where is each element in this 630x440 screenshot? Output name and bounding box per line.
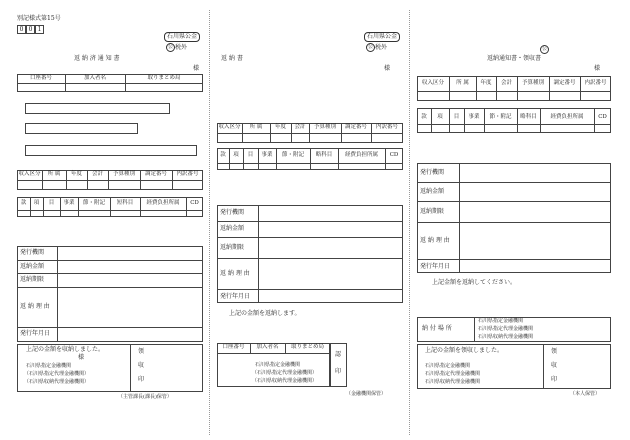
- panel3-code-header: 会計: [500, 80, 512, 86]
- panel3-seal: [540, 45, 549, 54]
- panel3-stamp-char: 収: [551, 362, 558, 369]
- perforation-line: [409, 10, 410, 435]
- panel3-footer: （本人保管）: [570, 391, 601, 397]
- panel2-footer: （金融機関保管）: [346, 391, 387, 397]
- panel2-budget-header: 経費負担所属: [344, 152, 378, 158]
- panel2-code-header: 会計: [294, 124, 306, 130]
- panel2-stamp-char: 認: [335, 351, 342, 358]
- panel1-sama: 様: [193, 65, 200, 72]
- panel2-budget-header: 略科目: [315, 152, 333, 158]
- form-number-digit: 1: [35, 25, 44, 34]
- panel3-bank: 石川県指定代理金融機関: [425, 371, 481, 377]
- seal-circle-icon: 公: [367, 44, 373, 50]
- panel2-sama: 様: [384, 65, 391, 72]
- panel3-stamp-char: 領: [551, 348, 558, 355]
- panel2-code-header: 所 属: [249, 124, 263, 130]
- panel1-budget-header: 項: [33, 200, 40, 206]
- panel3-code-header: 予算種別: [521, 80, 544, 86]
- panel2-bank: （石川県収納代理金融機関）: [252, 378, 318, 384]
- form-label: 別記様式第15号: [17, 15, 61, 22]
- seal-sub: [366, 43, 387, 52]
- panel3-receipt-text: 上記の金額を領収しました。: [425, 347, 504, 354]
- panel3-payment-place: 石川県指定代理金融機関: [478, 326, 534, 332]
- panel1-budget-header: 節・附記: [82, 200, 105, 206]
- panel2-code-header: 収入区分: [218, 124, 241, 130]
- panel1-code-header: 収入区分: [18, 171, 41, 177]
- panel3-code-table: [417, 76, 611, 101]
- panel3-budget-table: [417, 108, 611, 133]
- seal-circle-icon: 公: [541, 46, 547, 52]
- panel2-info-label: 返納期限: [220, 244, 245, 251]
- seal-circle-icon: 公: [167, 44, 173, 50]
- panel2-account-header: 取りまとめ局: [290, 344, 324, 350]
- panel2-budget-header: CD: [389, 152, 399, 158]
- panel3-stamp-char: 印: [551, 376, 558, 383]
- name-field[interactable]: [25, 123, 138, 134]
- panel3-payment-place: 石川県指定金融機関: [478, 318, 524, 324]
- panel2-budget-header: 節・附記: [281, 152, 304, 158]
- form-number-digit: 0: [26, 25, 35, 34]
- seal-issuer: 石川県公金: [164, 32, 200, 42]
- panel2-stamp-box: [330, 343, 347, 387]
- panel1-code-header: 所 属: [47, 171, 61, 177]
- panel3-budget-header: 項: [437, 114, 443, 120]
- panel2-account-header: 口座番号: [222, 344, 245, 350]
- panel1-budget-header: 経費負担所属: [146, 200, 180, 206]
- panel1-budget-header: CD: [190, 200, 199, 206]
- panel2-budget-header: 款: [220, 152, 226, 158]
- panel1-budget-header: 目: [48, 200, 55, 206]
- seal-sub-text: 税外: [175, 44, 188, 51]
- panel2-code-header: 調定番号: [344, 124, 367, 130]
- panel2-account-header: 加入者名: [256, 344, 279, 350]
- panel1-code-header: 予算種別: [112, 171, 135, 177]
- panel3-bank: 石川県収納代理金融機関: [425, 379, 481, 385]
- panel3-code-header: 年度: [480, 80, 492, 86]
- panel1-code-header: 会計: [91, 171, 103, 177]
- panel1-info-label: 発行年月日: [20, 330, 51, 337]
- panel1-bank: （石川県収納代理金融機関）: [24, 379, 90, 385]
- panel1-title: 返 納 済 通 知 書: [74, 55, 120, 62]
- panel3-budget-header: 節・附記: [489, 114, 512, 120]
- panel1-stamp-char: 領: [138, 348, 145, 355]
- panel3-code-header: 収入区分: [421, 80, 444, 86]
- panel2-bank: 石川県指定金融機関: [255, 362, 301, 368]
- panel1-budget-header: 事業: [63, 200, 75, 206]
- panel1-stamp-char: 印: [138, 376, 145, 383]
- panel3-budget-header: 経費負担所属: [550, 114, 584, 120]
- panel3-payment-place: 石川県収納代理金融機関: [478, 334, 534, 340]
- panel2-info-label: 発行年月日: [220, 293, 251, 300]
- panel2-info-label: 返納金額: [220, 225, 245, 232]
- panel2-info-label: 発行機関: [220, 209, 245, 216]
- panel2-budget-header: 目: [247, 152, 254, 158]
- panel2-info-label: 返 納 理 由: [220, 270, 250, 277]
- seal-issuer: 石川県公金: [364, 32, 400, 42]
- panel2-code-header: 予算種別: [313, 124, 336, 130]
- panel1-account-header: 加入者名: [83, 75, 106, 81]
- perforation-line: [209, 10, 210, 435]
- panel3-budget-header: 款: [421, 114, 427, 120]
- panel2-code-header: 年度: [274, 124, 286, 130]
- panel1-budget-header: 短科目: [116, 200, 134, 206]
- panel2-code-header: 内訳番号: [375, 124, 398, 130]
- panel1-code-header: 調定番号: [144, 171, 167, 177]
- panel1-info-label: 返納期限: [20, 276, 45, 283]
- panel1-info-label: 返納金額: [20, 263, 45, 270]
- panel3-budget-header: CD: [598, 114, 607, 120]
- panel3-title: 返納通知書・領収書: [487, 55, 542, 62]
- panel1-bank: 石川県指定金融機関: [26, 363, 72, 369]
- panel3-code-header: 調定番号: [553, 80, 576, 86]
- panel1-receipt-sama: 様: [78, 354, 85, 361]
- panel3-info-table: [417, 163, 611, 273]
- form-number-digit: 0: [17, 25, 26, 34]
- panel3-code-header: 所 属: [456, 80, 469, 86]
- panel3-notice: 上記金額を返納してください。: [432, 279, 517, 286]
- panel3-code-header: 内訳番号: [584, 80, 607, 86]
- panel3-budget-header: 事業: [468, 114, 480, 120]
- panel3-payment-label: 納 付 場 所: [422, 325, 452, 332]
- panel3-info-label: 返納期限: [420, 208, 445, 215]
- panel1-info-label: 発行機関: [20, 249, 45, 256]
- panel3-info-label: 返納金額: [420, 188, 445, 195]
- panel1-code-header: 内訳番号: [176, 171, 199, 177]
- panel2-budget-header: 項: [233, 152, 239, 158]
- seal-sub: [166, 43, 187, 52]
- panel2-bank: （石川県指定代理金融機関）: [252, 370, 318, 376]
- panel3-info-label: 返 納 理 由: [420, 237, 450, 244]
- panel1-bank: （石川県指定代理金融機関）: [24, 371, 90, 377]
- panel1-budget-header: 款: [20, 200, 27, 206]
- remarks-field[interactable]: [25, 145, 197, 156]
- panel3-sama: 様: [594, 65, 601, 72]
- panel3-budget-header: 目: [453, 114, 460, 120]
- panel1-code-header: 年度: [70, 171, 82, 177]
- panel2-notice: 上記の金額を返納します。: [229, 310, 301, 317]
- panel3-bank: 石川県指定金融機関: [425, 363, 471, 369]
- panel3-info-label: 発行年月日: [420, 263, 451, 270]
- panel1-account-header: 取りまとめ局: [147, 75, 181, 81]
- panel3-info-label: 発行機関: [420, 169, 445, 176]
- panel2-stamp-char: 印: [335, 368, 342, 375]
- seal-sub-text: 税外: [375, 44, 388, 51]
- panel1-receipt-text: 上記の金額を収納しました。: [26, 346, 105, 353]
- panel1-footer: （主管課長(課長)保管）: [118, 394, 172, 400]
- panel3-budget-header: 略科目: [520, 114, 537, 120]
- address-field[interactable]: [25, 103, 170, 114]
- panel2-title: 返 納 書: [221, 55, 243, 62]
- panel2-budget-header: 事業: [261, 152, 273, 158]
- panel1-info-label: 返 納 理 由: [20, 303, 50, 310]
- panel1-stamp-char: 収: [138, 362, 145, 369]
- panel1-account-header: 口座番号: [29, 75, 52, 81]
